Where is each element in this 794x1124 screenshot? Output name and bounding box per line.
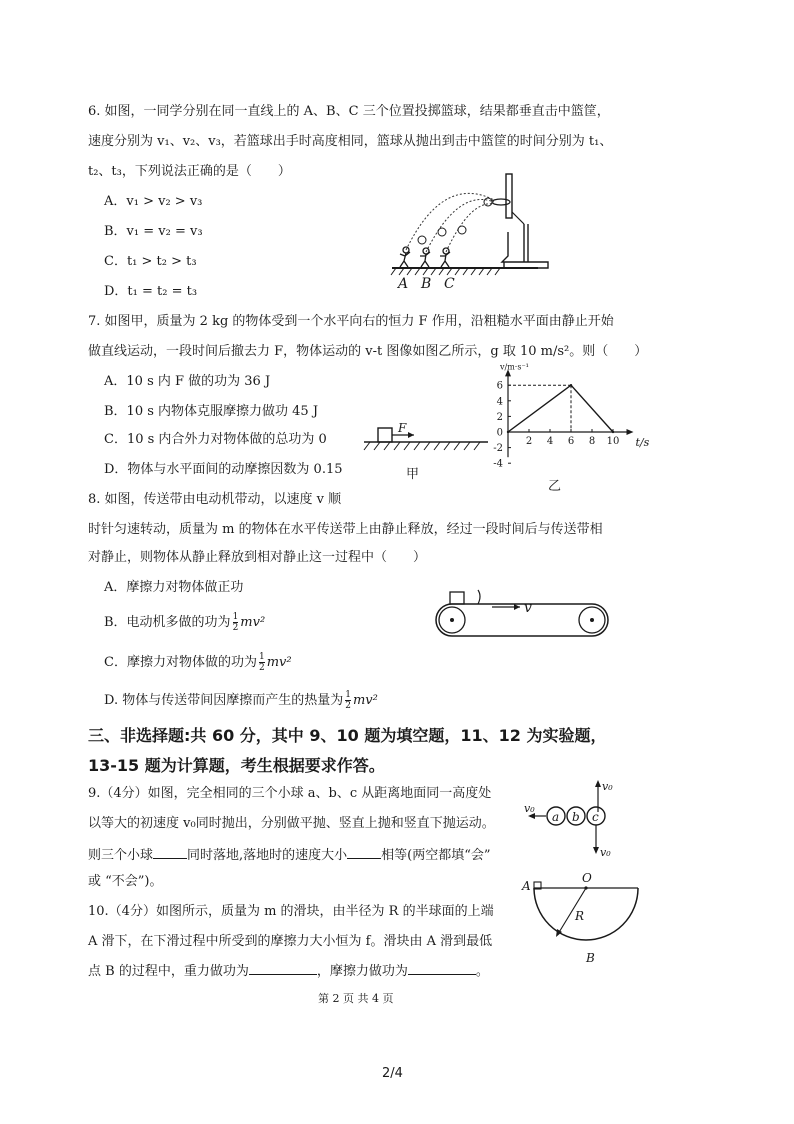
q9-stem-line4: 或 “不会”)。 xyxy=(88,874,163,889)
y-tick-label: -2 xyxy=(493,443,503,455)
q8-stem-line2: 时针匀速转动，质量为 m 的物体在水平传送带上由静止释放，经过一段时间后与传送带相 xyxy=(88,522,603,537)
q10-label-o: O xyxy=(582,871,592,885)
q10-text-a: 点 B 的过程中，重力做功为 xyxy=(88,964,249,979)
q7-option-b: B．10 s 内物体克服摩擦力做功 45 J xyxy=(104,404,319,419)
x-tick-label: 8 xyxy=(588,436,596,447)
q7-caption-yi: 乙 xyxy=(548,479,562,494)
x-tick-label: 2 xyxy=(525,436,533,447)
q9-stem-line2: 以等大的初速度 v₀同时抛出，分别做平抛、竖直上抛和竖直下抛运动。 xyxy=(88,816,495,831)
q7-option-d: D．物体与水平面间的动摩擦因数为 0.15 xyxy=(104,462,343,477)
q9-blank-2[interactable] xyxy=(347,846,381,859)
q8-option-a: A．摩擦力对物体做正功 xyxy=(104,580,244,595)
q9-stem-line3 xyxy=(88,846,491,864)
q10-label-a: A xyxy=(522,879,531,893)
q10-text-b: ，摩擦力做功为 xyxy=(316,964,408,979)
q7-caption-jia: 甲 xyxy=(406,467,420,482)
page-number: 2/4 xyxy=(382,1066,403,1081)
q6-option-c: C．t₁ > t₂ > t₃ xyxy=(104,254,197,269)
q7-option-c: C．10 s 内合外力对物体做的总功为 0 xyxy=(104,432,327,447)
x-axis-label: t/s xyxy=(635,436,650,449)
q9-v0-down: v₀ xyxy=(600,846,611,859)
q10-label-b: B xyxy=(586,951,595,965)
q6-option-a: A．v₁ > v₂ > v₃ xyxy=(104,194,203,209)
data-point xyxy=(612,431,614,433)
y-tick-label: -4 xyxy=(493,458,503,470)
q7-vt-chart xyxy=(478,362,650,498)
mv-squared: mv² xyxy=(240,615,266,630)
q6-label-a: A xyxy=(398,276,409,292)
q8-option-d-text: D. 物体与传送带间因摩擦而产生的热量为 xyxy=(104,693,344,708)
q6-basketball-figure xyxy=(388,172,558,292)
q9-v0-left: v₀ xyxy=(524,802,535,815)
q6-label-c: C xyxy=(444,276,455,292)
fraction-denominator: 2 xyxy=(258,663,265,673)
page-footer: 第 2 页 共 4 页 xyxy=(318,992,394,1005)
q9-text-c: 相等(两空都填“会” xyxy=(381,848,491,863)
q9-balls-figure xyxy=(524,776,624,862)
q7-stem-line1: 7. 如图甲，质量为 2 kg 的物体受到一个水平向右的恒力 F 作用，沿粗糙水平面由静止开始 xyxy=(88,314,614,329)
q8-option-b-text: B．电动机多做的功为 xyxy=(104,615,231,630)
q8-conveyor-figure xyxy=(432,582,614,640)
fraction-denominator: 2 xyxy=(345,701,351,711)
q8-stem-line3: 对静止，则物体从静止释放到相对静止这一过程中（ ） xyxy=(88,550,427,565)
vt-series-line xyxy=(508,385,613,432)
data-point xyxy=(507,431,509,433)
q10-stem-line2: A 滑下，在下滑过程中所受到的摩擦力大小恒为 f。滑块由 A 滑到最低 xyxy=(88,934,493,949)
q8-option-c xyxy=(104,652,292,673)
q7-option-a: A．10 s 内 F 做的功为 36 J xyxy=(104,374,271,389)
q10-text-c: 。 xyxy=(475,964,489,979)
q10-stem-line1: 10.（4分）如图所示，质量为 m 的滑块，由半径为 R 的半球面的上端 xyxy=(88,904,494,919)
fraction-numerator: 1 xyxy=(258,652,265,662)
q10-blank-2[interactable] xyxy=(408,962,476,975)
y-tick-label: 4 xyxy=(496,396,503,408)
q10-stem-line3 xyxy=(88,962,489,980)
y-tick-label: 6 xyxy=(496,380,503,392)
fraction-half xyxy=(259,652,265,673)
q9-blank-1[interactable] xyxy=(153,846,187,859)
section3-heading-line2: 13-15 题为计算题，考生根据要求作答。 xyxy=(88,756,385,775)
q8-option-d xyxy=(104,690,378,711)
q6-stem-line1: 6. 如图，一同学分别在同一直线上的 A、B、C 三个位置投掷篮球，结果都垂直击中篮筐， xyxy=(88,104,610,119)
q7-force-label: F xyxy=(398,421,407,435)
q9-text-a: 则三个小球 xyxy=(88,848,154,863)
y-tick-label: 0 xyxy=(496,427,503,439)
q9-ball-b: b xyxy=(572,810,580,824)
y-tick-label: 2 xyxy=(496,411,503,423)
mv-squared: mv² xyxy=(266,655,292,670)
q9-ball-a: a xyxy=(552,810,560,824)
q8-option-c-text: C．摩擦力对物体做的功为 xyxy=(104,655,257,670)
fraction-numerator: 1 xyxy=(232,612,239,622)
x-tick-label: 4 xyxy=(546,436,554,447)
fraction-half xyxy=(345,690,351,711)
q6-stem-line3: t₂、t₃，下列说法正确的是（ ） xyxy=(88,164,291,179)
q8-option-b xyxy=(104,612,265,633)
q9-ball-c: c xyxy=(592,810,599,824)
q6-stem-line2: 速度分别为 v₁、v₂、v₃，若篮球出手时高度相同，篮球从抛出到击中篮筐的时间分别为 t₁、 xyxy=(88,134,613,149)
q7-stem-line2: 做直线运动，一段时间后撤去力 F，物体运动的 v-t 图像如图乙所示，g 取 10 m/s²。则（ ） xyxy=(88,344,648,359)
mv-squared: mv² xyxy=(352,693,378,708)
x-axis-arrow xyxy=(627,429,634,435)
q9-text-b: 同时落地,落地时的速度大小 xyxy=(187,848,348,863)
y-axis-label: v/m·s⁻¹ xyxy=(500,362,529,372)
q10-blank-1[interactable] xyxy=(249,962,317,975)
fraction-half xyxy=(233,612,239,633)
q8-velocity-label: v xyxy=(524,600,532,616)
q6-option-d: D．t₁ = t₂ = t₃ xyxy=(104,284,198,299)
q6-label-b: B xyxy=(421,276,432,292)
q9-stem-line1: 9.（4分）如图，完全相同的三个小球 a、b、c 从距离地面同一高度处 xyxy=(88,786,492,801)
q8-stem-line1: 8. 如图，传送带由电动机带动，以速度 v 顺 xyxy=(88,492,342,507)
q6-option-b: B．v₁ = v₂ = v₃ xyxy=(104,224,203,239)
q9-v0-up: v₀ xyxy=(602,780,613,793)
fraction-denominator: 2 xyxy=(232,623,239,633)
section3-heading-line1: 三、非选择题:共 60 分，其中 9、10 题为填空题，11、12 为实验题， xyxy=(88,726,607,745)
fraction-numerator: 1 xyxy=(345,690,351,700)
q10-label-r: R xyxy=(575,909,585,923)
data-point xyxy=(570,384,572,386)
x-tick-label: 6 xyxy=(567,436,575,447)
q10-hemisphere-figure xyxy=(510,872,650,968)
x-tick-label: 10 xyxy=(606,436,620,447)
q7-figure-jia xyxy=(362,420,492,490)
